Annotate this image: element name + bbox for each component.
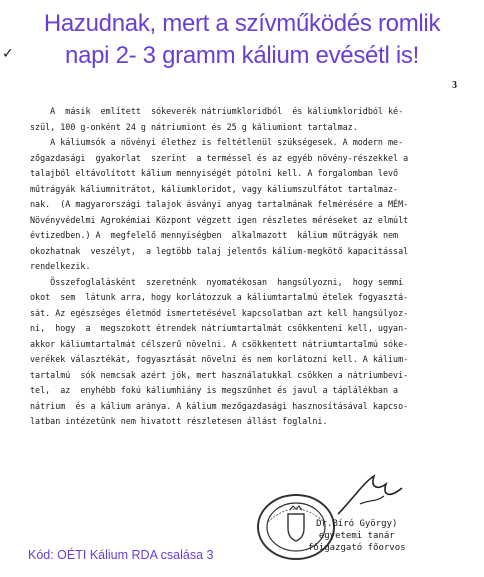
body-line: Összefoglalásként szeretnénk nyomatékosan hangsúlyozni, hogy semmi [30, 276, 404, 287]
body-line: ni, hogy a megszokott étrendek nátriumtartalmát csökkenteni kell, ugyan- [30, 323, 409, 333]
signature-block [308, 518, 406, 554]
body-line: tartalmú sók nemcsak azért jók, mert használatukkal csökken a nátriumbevi- [30, 369, 409, 380]
body-line: akkor káliumtartalmát célszerű növelni. A csökkentett nátriumtartalmú sóke- [30, 338, 409, 349]
body-line: A káliumsók a növényi élethez is feltétlenül szükségesek. A modern me- [30, 137, 404, 147]
body-line: nátrium és a kálium aránya. A kálium mezőgazdasági hasznosításával kapcso- [30, 400, 409, 411]
headline-line-2: napi 2- 3 gramm kálium evésétl is! [65, 42, 419, 69]
body-line: A másik említett sókeverék nátriumkloridból és káliumkloridból ké- [30, 106, 404, 116]
body-line: okot sem látunk arra, hogy korlátozzuk a káliumtartalmú ételek fogyasztá- [30, 292, 409, 302]
body-line: verékek választékát, fogyasztását növelni és nem korlátozni kell. A kálium- [30, 354, 409, 364]
body-line: műtrágyák káliumnitrátot, káliumkloridot, vagy káliumszulfátot tartalmaz- [30, 183, 399, 194]
body-line: rendelkezik. [30, 261, 91, 271]
headline-line-1: Hazudnak, mert a szívműködés romlik [43, 10, 441, 37]
document-body [30, 104, 460, 430]
body-line: Növényvédelmi Agrokémiai Központ végzett igen részletes méréseket az elmúlt [30, 214, 409, 225]
signatory-title-1: egyetemi tanár [318, 531, 395, 541]
body-line: talajból eltávolított kálium mennyiségét pótolni kell. A forgalomban levő [30, 168, 399, 178]
body-line: okozhatnak veszélyt, a legtöbb talaj jelentős kálium-megkötő kapacitással [30, 245, 409, 256]
body-line: sát. Az egészséges életmód ismertetésével kapcsolatban azt kell hangsúlyoz- [30, 307, 409, 318]
page-number: 3 [452, 80, 457, 91]
body-line: szül, 100 g-onként 24 g nátriumiont és 25 g káliumiont tartalmaz. [30, 121, 358, 132]
corner-check-mark: ✓ [2, 46, 14, 62]
body-line: évtizedben.) A megfelelő mennyiségben alkalmazott kálium műtrágyák nem [30, 230, 399, 240]
signatory-title-2: főigazgató főorvos [308, 543, 406, 553]
body-line: nak. (A magyarországi talajok ásványi anyag tartalmának felmérésére a MÉM- [30, 199, 409, 209]
body-line: tel, az enyhébb fokú káliumhiány is megszűnhet és javul a táplálékban a [30, 385, 399, 395]
footer-code: Kód: OÉTI Kálium RDA csalása 3 [28, 548, 214, 562]
body-line: zőgazdasági gyakorlat szerint a terméssel és az egyéb növény-részekkel a [30, 152, 409, 163]
page-headline [0, 8, 484, 72]
signatory-name: Dr.Bíró György) [316, 519, 398, 529]
signature-scribble-icon [330, 470, 410, 520]
body-line: latban intézetünk nem hivatott részletesen állást foglalni. [30, 416, 328, 426]
